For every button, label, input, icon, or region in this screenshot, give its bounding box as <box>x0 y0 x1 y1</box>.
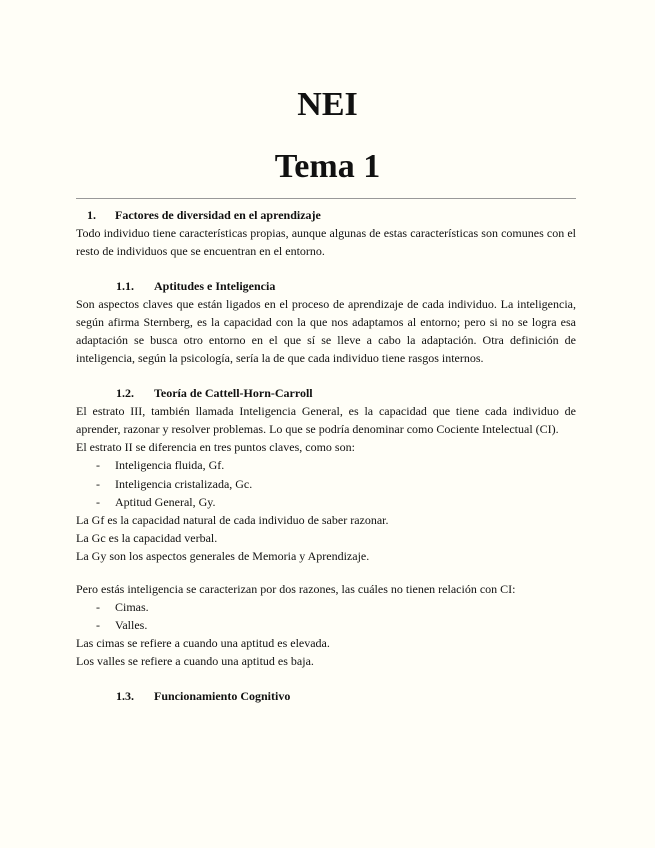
list-item: - Cimas. <box>76 598 576 616</box>
section-heading-1 <box>76 206 576 224</box>
bullet-dash: - <box>96 494 100 509</box>
text-line: Los valles se refiere a cuando una aptitud es baja. <box>76 654 314 669</box>
bullet-dash: - <box>96 599 100 614</box>
paragraph: El estrato III, también llamada Inteligencia General, es la capacidad que tiene cada individuo de aprender, razonar y resolver problemas. Lo que se podría denominar como Cociente Intelectual (CI). <box>76 403 576 436</box>
text-line: La Gc es la capacidad verbal. <box>76 531 218 546</box>
section-number: 1.1. <box>116 278 134 293</box>
section-title: Teoría de Cattell-Horn-Carroll <box>154 385 313 400</box>
bullet-dash: - <box>96 476 100 491</box>
list-item: - Aptitud General, Gy. <box>76 493 576 511</box>
paragraph: Pero estás inteligencia se caracterizan por dos razones, las cuáles no tienen relación con CI: <box>76 581 516 596</box>
text-line: La Gy son los aspectos generales de Memoria y Aprendizaje. <box>76 549 370 564</box>
section-heading-1-1 <box>76 277 576 295</box>
list-item: - Valles. <box>76 616 576 634</box>
document-subtitle: Tema 1 <box>274 148 381 185</box>
document-title: NEI <box>297 86 358 123</box>
section-title: Aptitudes e Inteligencia <box>154 278 276 293</box>
section-number: 1. <box>87 208 96 222</box>
list-item: - Inteligencia cristalizada, Gc. <box>76 475 576 493</box>
section-number: 1.2. <box>116 385 134 400</box>
section-title: Factores de diversidad en el aprendizaje <box>115 208 321 222</box>
document-body <box>76 206 576 705</box>
section-title: Funcionamiento Cognitivo <box>154 688 291 703</box>
bullet-dash: - <box>96 458 100 473</box>
text-line: La Gf es la capacidad natural de cada individuo de saber razonar. <box>76 513 389 527</box>
title-divider <box>76 198 576 199</box>
section-heading-1-3 <box>76 687 576 705</box>
list-item: - Inteligencia fluida, Gf. <box>76 456 576 474</box>
paragraph: El estrato II se diferencia en tres puntos claves, como son: <box>76 440 355 455</box>
section-heading-1-2 <box>76 384 576 402</box>
section-number: 1.3. <box>116 688 134 703</box>
paragraph: Todo individuo tiene características propias, aunque algunas de estas características son comunes con el resto de individuos que se encuentran en el entorno. <box>76 226 576 259</box>
paragraph: Son aspectos claves que están ligados en el proceso de aprendizaje de cada individuo. La inteligencia, según afirma Sternberg, es la capacidad con la que nos adaptamos al entorno; pero si no se logra esa adaptación se busca otro entorno en el que sí se lleve a cabo la adaptación. Otra definición de inteligencia, según la psicología, sería la de que cada individuo tiene rasgos internos. <box>76 296 576 366</box>
text-line: Las cimas se refiere a cuando una aptitud es elevada. <box>76 636 330 651</box>
bullet-dash: - <box>96 618 100 633</box>
